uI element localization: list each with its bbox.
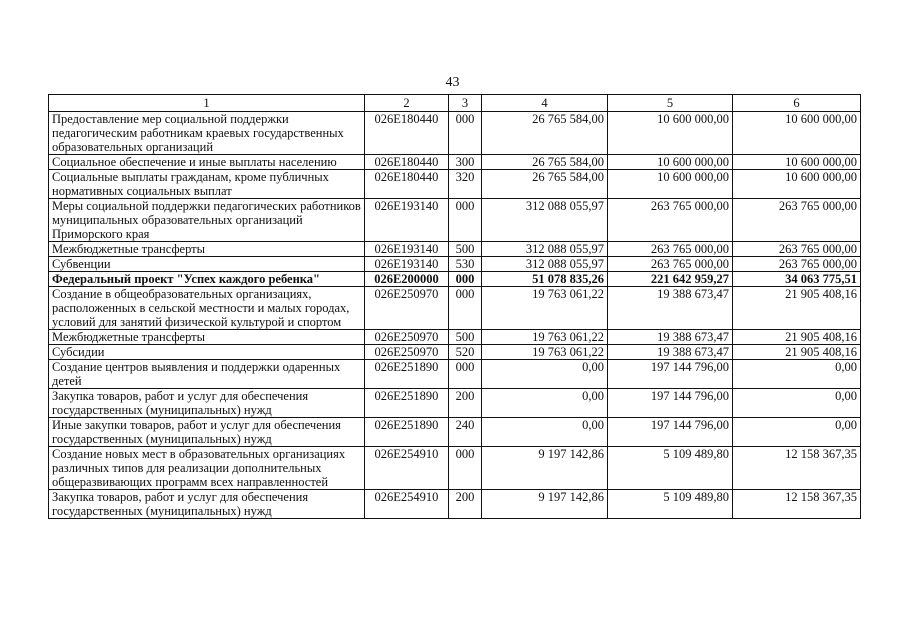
row-kind-cell: 500 — [449, 242, 482, 257]
row-value-col4: 26 765 584,00 — [482, 155, 608, 170]
row-value-col5: 221 642 959,27 — [608, 272, 733, 287]
table-row — [49, 490, 861, 519]
row-code-cell: 026E180440 — [365, 170, 449, 199]
row-value-col4: 312 088 055,97 — [482, 199, 608, 242]
row-code-cell: 026E251890 — [365, 418, 449, 447]
row-name-cell: Иные закупки товаров, работ и услуг для обеспечения государственных (муниципальных) нужд — [49, 418, 365, 447]
row-name-cell: Создание новых мест в образовательных организациях различных типов для реализации дополнительных общеразвивающих программ всех направленностей — [49, 447, 365, 490]
table-row — [49, 112, 861, 155]
column-header: 1 — [49, 95, 365, 112]
table-row — [49, 199, 861, 242]
row-name-cell: Субсидии — [49, 345, 365, 360]
row-value-col6: 10 600 000,00 — [733, 112, 861, 155]
row-value-col4: 0,00 — [482, 360, 608, 389]
row-value-col5: 197 144 796,00 — [608, 389, 733, 418]
row-kind-cell: 320 — [449, 170, 482, 199]
table-row — [49, 257, 861, 272]
row-value-col4: 0,00 — [482, 418, 608, 447]
row-kind-cell: 000 — [449, 112, 482, 155]
row-code-cell: 026E254910 — [365, 490, 449, 519]
table-row — [49, 360, 861, 389]
row-name-cell: Меры социальной поддержки педагогических работников муниципальных образовательных организаций Приморского края — [49, 199, 365, 242]
row-value-col4: 19 763 061,22 — [482, 345, 608, 360]
row-code-cell: 026E193140 — [365, 257, 449, 272]
row-value-col6: 263 765 000,00 — [733, 242, 861, 257]
row-name-cell: Создание центров выявления и поддержки одаренных детей — [49, 360, 365, 389]
row-kind-cell: 000 — [449, 272, 482, 287]
row-kind-cell: 520 — [449, 345, 482, 360]
table-row — [49, 389, 861, 418]
row-value-col6: 12 158 367,35 — [733, 490, 861, 519]
table-row — [49, 155, 861, 170]
row-value-col6: 263 765 000,00 — [733, 257, 861, 272]
row-value-col4: 51 078 835,26 — [482, 272, 608, 287]
row-kind-cell: 000 — [449, 199, 482, 242]
column-header: 4 — [482, 95, 608, 112]
row-code-cell: 026E200000 — [365, 272, 449, 287]
row-kind-cell: 530 — [449, 257, 482, 272]
row-value-col4: 19 763 061,22 — [482, 287, 608, 330]
row-value-col5: 19 388 673,47 — [608, 330, 733, 345]
table-row — [49, 418, 861, 447]
row-code-cell: 026E250970 — [365, 287, 449, 330]
row-value-col4: 9 197 142,86 — [482, 447, 608, 490]
row-name-cell: Субвенции — [49, 257, 365, 272]
row-code-cell: 026E251890 — [365, 389, 449, 418]
row-name-cell: Межбюджетные трансферты — [49, 242, 365, 257]
table-body — [49, 112, 861, 519]
row-kind-cell: 000 — [449, 287, 482, 330]
row-code-cell: 026E250970 — [365, 330, 449, 345]
table-row — [49, 287, 861, 330]
row-name-cell: Предоставление мер социальной поддержки педагогическим работникам краевых государственных образовательных организаций — [49, 112, 365, 155]
row-name-cell: Федеральный проект "Успех каждого ребенка" — [49, 272, 365, 287]
row-value-col5: 19 388 673,47 — [608, 287, 733, 330]
column-header: 5 — [608, 95, 733, 112]
row-value-col5: 5 109 489,80 — [608, 490, 733, 519]
row-value-col5: 5 109 489,80 — [608, 447, 733, 490]
row-value-col6: 10 600 000,00 — [733, 170, 861, 199]
row-kind-cell: 200 — [449, 490, 482, 519]
row-value-col6: 0,00 — [733, 360, 861, 389]
column-header: 6 — [733, 95, 861, 112]
row-value-col5: 263 765 000,00 — [608, 257, 733, 272]
row-value-col6: 21 905 408,16 — [733, 345, 861, 360]
budget-table — [48, 94, 861, 519]
row-name-cell: Создание в общеобразовательных организациях, расположенных в сельской местности и малых городах, условий для занятий физической культурой и спортом — [49, 287, 365, 330]
row-value-col6: 0,00 — [733, 389, 861, 418]
row-code-cell: 026E180440 — [365, 155, 449, 170]
column-header: 2 — [365, 95, 449, 112]
row-code-cell: 026E193140 — [365, 242, 449, 257]
row-kind-cell: 000 — [449, 447, 482, 490]
row-code-cell: 026E250970 — [365, 345, 449, 360]
row-name-cell: Закупка товаров, работ и услуг для обеспечения государственных (муниципальных) нужд — [49, 389, 365, 418]
row-kind-cell: 500 — [449, 330, 482, 345]
row-kind-cell: 300 — [449, 155, 482, 170]
row-value-col6: 12 158 367,35 — [733, 447, 861, 490]
row-code-cell: 026E254910 — [365, 447, 449, 490]
row-value-col4: 26 765 584,00 — [482, 112, 608, 155]
row-value-col4: 19 763 061,22 — [482, 330, 608, 345]
row-name-cell: Закупка товаров, работ и услуг для обеспечения государственных (муниципальных) нужд — [49, 490, 365, 519]
row-value-col5: 263 765 000,00 — [608, 199, 733, 242]
row-value-col5: 197 144 796,00 — [608, 360, 733, 389]
row-value-col5: 10 600 000,00 — [608, 155, 733, 170]
row-value-col4: 312 088 055,97 — [482, 257, 608, 272]
row-name-cell: Межбюджетные трансферты — [49, 330, 365, 345]
row-value-col6: 10 600 000,00 — [733, 155, 861, 170]
column-header: 3 — [449, 95, 482, 112]
page-number: 43 — [445, 75, 460, 90]
row-value-col4: 312 088 055,97 — [482, 242, 608, 257]
row-name-cell: Социальные выплаты гражданам, кроме публичных нормативных социальных выплат — [49, 170, 365, 199]
table-row — [49, 330, 861, 345]
row-value-col4: 26 765 584,00 — [482, 170, 608, 199]
row-code-cell: 026E251890 — [365, 360, 449, 389]
row-value-col6: 0,00 — [733, 418, 861, 447]
row-value-col4: 9 197 142,86 — [482, 490, 608, 519]
row-kind-cell: 000 — [449, 360, 482, 389]
row-value-col6: 263 765 000,00 — [733, 199, 861, 242]
row-value-col5: 263 765 000,00 — [608, 242, 733, 257]
row-value-col6: 34 063 775,51 — [733, 272, 861, 287]
row-code-cell: 026E193140 — [365, 199, 449, 242]
table-row — [49, 242, 861, 257]
row-kind-cell: 200 — [449, 389, 482, 418]
table-row — [49, 170, 861, 199]
row-name-cell: Социальное обеспечение и иные выплаты населению — [49, 155, 365, 170]
table-row — [49, 447, 861, 490]
table-row — [49, 272, 861, 287]
row-kind-cell: 240 — [449, 418, 482, 447]
row-value-col5: 19 388 673,47 — [608, 345, 733, 360]
row-value-col5: 197 144 796,00 — [608, 418, 733, 447]
row-value-col5: 10 600 000,00 — [608, 170, 733, 199]
row-code-cell: 026E180440 — [365, 112, 449, 155]
table-header-row — [49, 95, 861, 112]
table-row — [49, 345, 861, 360]
row-value-col6: 21 905 408,16 — [733, 287, 861, 330]
row-value-col5: 10 600 000,00 — [608, 112, 733, 155]
row-value-col6: 21 905 408,16 — [733, 330, 861, 345]
row-value-col4: 0,00 — [482, 389, 608, 418]
